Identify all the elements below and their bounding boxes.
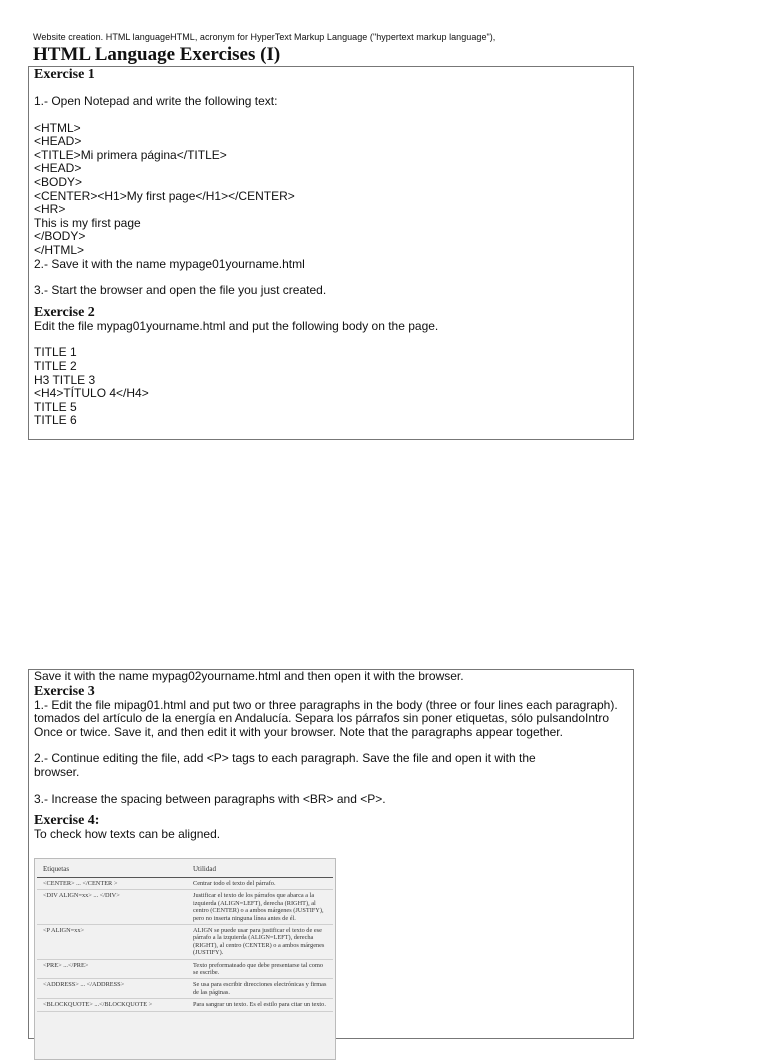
title-line: <H4>TÍTULO 4</H4>	[34, 386, 149, 401]
scanned-tags-table	[34, 858, 336, 1060]
table-row	[37, 960, 333, 980]
exercise-1-code	[34, 122, 633, 258]
exercise-3-step-1-line: tomados del artículo de la energía en Andalucía. Separa los párrafos sin poner etiquetas, sólo pulsandoIntro	[34, 711, 610, 726]
exercise-3-step-3: 3.- Increase the spacing between paragraphs with <BR> and <P>.	[34, 791, 386, 806]
header-use: Utilidad	[193, 865, 216, 873]
title-line: TITLE 2	[34, 358, 77, 373]
exercise-box-1	[28, 66, 634, 440]
code-line: <CENTER><H1>My first page</H1></CENTER>	[34, 188, 295, 203]
exercise-1-step-3: 3.- Start the browser and open the file you just created.	[34, 283, 327, 298]
exercise-4-title: Exercise 4:	[34, 813, 100, 829]
use-cell: Centrar todo el texto del párrafo.	[193, 880, 276, 887]
code-line: <HR>	[34, 202, 66, 217]
exercise-3-step-1-line: 1.- Edit the file mipag01.html and put two or three paragraphs in the body (three or four lines each paragraph).	[34, 697, 618, 712]
table-row	[37, 979, 333, 999]
exercise-3-step-2-line: browser.	[34, 764, 80, 779]
tag-cell: <BLOCKQUOTE> ...</BLOCKQUOTE >	[43, 1001, 153, 1009]
tag-cell: <P ALIGN=xx>	[43, 927, 85, 935]
exercise-1-step-1: 1.- Open Notepad and write the following text:	[34, 94, 278, 108]
code-line: <HEAD>	[34, 161, 82, 176]
use-cell: Se usa para escribir direcciones electrónicas y firmas de las páginas.	[193, 981, 327, 996]
exercise-1-step-2: 2.- Save it with the name mypage01yourname.html	[34, 256, 305, 271]
exercise-4-intro: To check how texts can be aligned.	[34, 827, 221, 842]
title-line: TITLE 1	[34, 345, 77, 360]
exercise-3-step-1-line: Once or twice. Save it, and then edit it with your browser. Note that the paragraphs appear together.	[34, 724, 563, 739]
use-cell: Justificar el texto de los párrafos que abarca a la izquierda (ALIGN=LEFT), derecha (RIGHT), al centro (CENTER) o a ambos márgenes (JUSTIFY), pero no inserta ninguna línea antes de él.	[193, 892, 324, 922]
exercise-1-title: Exercise 1	[34, 67, 95, 82]
exercise-2-intro: Edit the file mypag01yourname.html and put the following body on the page.	[34, 318, 439, 333]
table-row	[37, 925, 333, 960]
use-cell: Para sangrar un texto. Es el estilo para citar un texto.	[193, 1001, 326, 1009]
code-line: <HEAD>	[34, 134, 82, 149]
exercise-2-save: Save it with the name mypag02yourname.html and then open it with the browser.	[34, 669, 464, 683]
exercise-3-step-2-line: 2.- Continue editing the file, add <P> tags to each paragraph. Save the file and open it with the	[34, 751, 536, 766]
exercise-3-title: Exercise 3	[34, 683, 95, 699]
code-line: <BODY>	[34, 174, 83, 189]
header-tags: Etiquetas	[43, 865, 70, 873]
title-line: TITLE 5	[34, 399, 77, 414]
exercise-box-2	[28, 669, 634, 1039]
code-line: </HTML>	[34, 242, 85, 257]
code-line: <HTML>	[34, 120, 81, 135]
use-cell: Texto preformateado que debe presentarse tal como se escribe.	[193, 961, 323, 977]
tag-cell: <DIV ALIGN=xx> ... </DIV>	[43, 892, 120, 900]
document-subtitle: Website creation. HTML languageHTML, acronym for HyperText Markup Language ("hypertext markup language"),	[33, 32, 496, 42]
table-row	[37, 878, 333, 890]
code-line: <TITLE>Mi primera página</TITLE>	[34, 147, 227, 162]
code-line: This is my first page	[34, 215, 141, 230]
title-line: TITLE 6	[34, 413, 77, 428]
tag-cell: <CENTER> ... </CENTER >	[43, 880, 118, 887]
table-row	[37, 999, 333, 1011]
table-row	[37, 890, 333, 925]
exercise-2-title: Exercise 2	[34, 304, 95, 320]
code-line: </BODY>	[34, 229, 86, 244]
exercise-2-lines	[34, 346, 633, 428]
tag-cell: <ADDRESS> ... </ADDRESS>	[43, 981, 125, 989]
use-cell: ALIGN se puede usar para justificar el texto de ese párrafo a la izquierda (ALIGN=LEFT), derecha (RIGHT), al centro (CENTER) o a ambos márgenes (JUSTIFY).	[193, 927, 325, 957]
tag-cell: <PRE> ...</PRE>	[43, 961, 89, 969]
page-title: HTML Language Exercises (I)	[33, 44, 281, 65]
table-header	[37, 859, 333, 878]
title-line: H3 TITLE 3	[34, 372, 96, 387]
